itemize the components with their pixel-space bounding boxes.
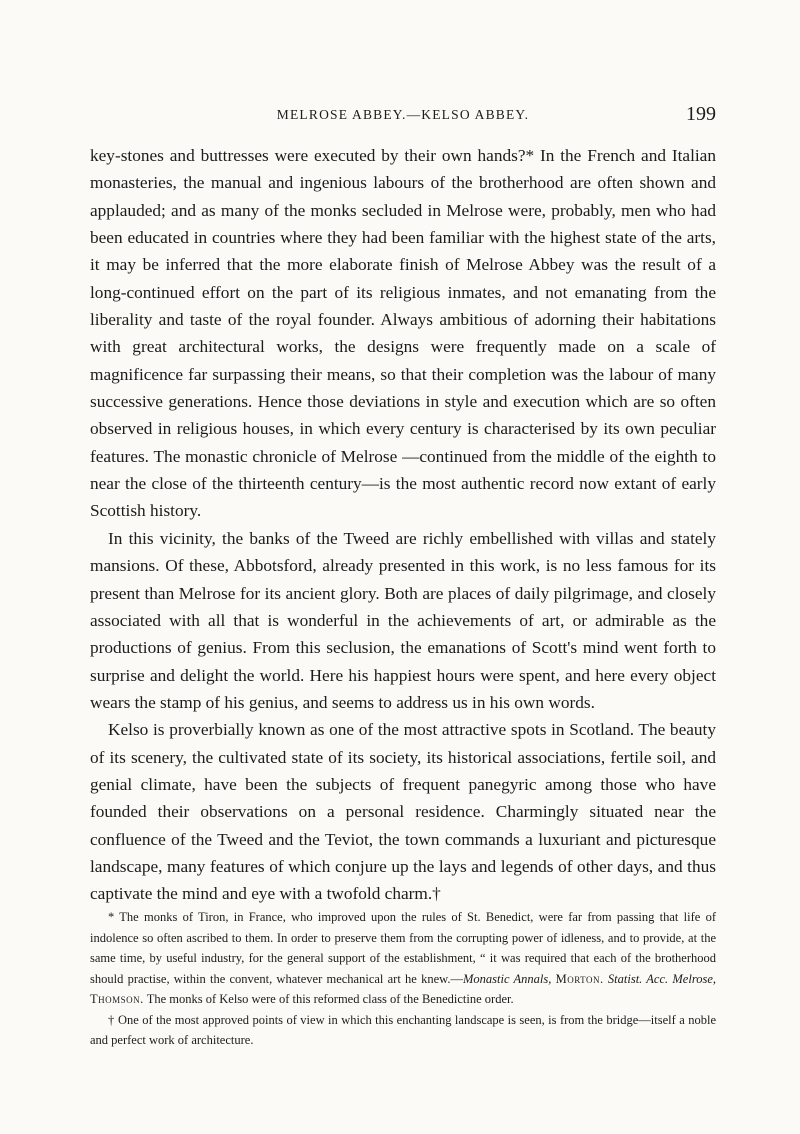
paragraph-2: In this vicinity, the banks of the Tweed are richly embellished with villas and stately mansions. Of these, Abbotsford, already presented in this work, is no less famous for its present than Melrose for its ancient glory. Both are places of daily pilgrimage, and closely associated with all that is wonderful in the achievements of art, or admirable as the productions of genius. From this seclusion, the emanations of Scott's mind went forth to surprise and delight the world. Here his happiest hours were spent, and here every object wears the stamp of his genius, and seems to address us in his own words. [90,528,716,712]
running-title: MELROSE ABBEY.—KELSO ABBEY. [276,107,530,122]
page-number: 199 [686,103,716,125]
footnote-1 [90,907,716,1010]
footnote-2: † One of the most approved points of view in which this enchanting landscape is seen, is from the bridge—itself a noble and perfect work of architecture. [90,1012,716,1047]
footnote-1-source-1: Monastic Annals, [462,971,552,986]
footnote-1-source-2: Statist. Acc. Melrose, [607,971,717,986]
footnote-1-text: * The monks of Tiron, in France, who improved upon the rules of St. Benedict, were far from passing that life of indolence so often ascribed to them. In order to preserve them from the corrupting power of idleness, and to provide, at the same time, by useful industry, for the general support of the establishment, “ it was required that each of the brotherhood should practise, within the convent, whatever mechanical art he knew.— [90,910,716,986]
footnote-1-tail: The monks of Kelso were of this reformed class of the Benedictine order. [146,992,514,1006]
footnote-1-author-1: Morton. [555,971,604,986]
body-text [90,142,716,908]
footnote-1-author-2: Thomson. [90,992,144,1006]
paragraph-3: Kelso is proverbially known as one of the most attractive spots in Scotland. The beauty of its scenery, the cultivated state of its society, its historical associations, fertile soil, and genial climate, have been the subjects of frequent panegyric among those who have founded their observations on a personal residence. Charmingly situated near the confluence of the Tweed and the Teviot, the town commands a luxuriant and picturesque landscape, many features of which conjure up the lays and legends of other days, and thus captivate the mind and eye with a twofold charm.† [90,720,716,904]
paragraph-1: key-stones and buttresses were executed by their own hands?* In the French and Italian monasteries, the manual and ingenious labours of the brotherhood are often shown and applauded; and as many of the monks secluded in Melrose were, probably, men who had been educated in countries where they had been familiar with the highest state of the arts, it may be inferred that the more elaborate finish of Melrose Abbey was the result of a long-continued effort on the part of its religious inmates, and not emanating from the liberality and taste of the royal founder. Always ambitious of adorning their habitations with great architectural works, the designs were frequently made on a scale of magnificence far surpassing their means, so that their completion was the labour of many successive generations. Hence those deviations in style and execution which are so often observed in religious houses, in which every century is characterised by its own peculiar features. The monastic chronicle of Melrose —continued from the middle of the eighth to near the close of the thirteenth century—is the most authentic record now extant of early Scottish history. [90,146,716,521]
running-head [90,103,716,127]
footnotes [90,907,716,1051]
